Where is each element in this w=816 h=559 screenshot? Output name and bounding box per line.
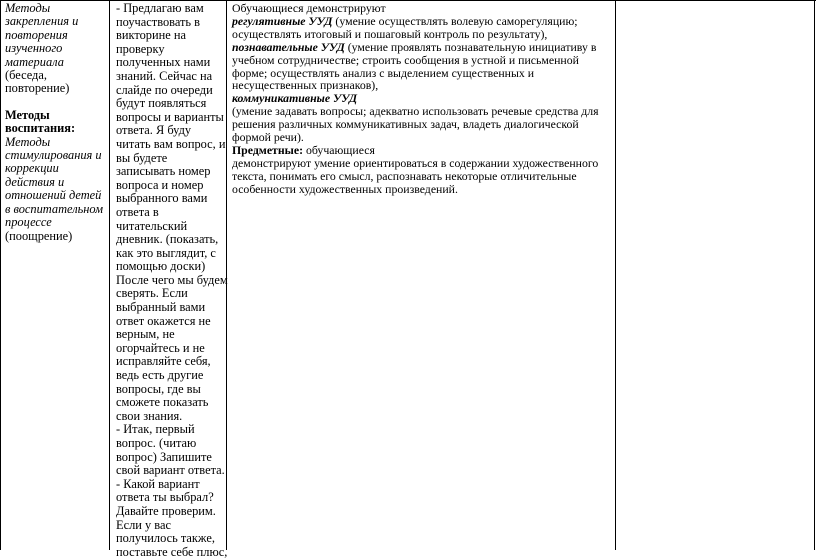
activity-line: будут появляться <box>116 96 207 111</box>
methods-line: изученного <box>5 41 63 56</box>
methods-line: закрепления и <box>5 14 79 29</box>
activity-line: ответа. Я буду <box>116 123 192 138</box>
subject-text: особенности художественных произведений. <box>232 181 458 196</box>
activity-line: полученных нами <box>116 55 211 70</box>
cognitive-line <box>232 41 610 54</box>
table-left-border <box>0 0 1 550</box>
upbringing-heading: воспитания: <box>5 121 76 136</box>
activity-line: вы будете <box>116 150 168 165</box>
communicative-text: решения различных коммуникативных задач, владеть диалогической <box>232 117 579 132</box>
activity-line: поставьте себе плюс, <box>116 544 228 559</box>
communicative-text: формой речи). <box>232 130 304 145</box>
upbringing-line: отношений детей <box>5 188 102 203</box>
activity-line: - Какой вариант <box>116 476 200 491</box>
activity-line: вопросы и варианты <box>116 109 224 124</box>
activity-line: как это выглядит, с <box>116 245 216 260</box>
regulative-line <box>232 15 610 28</box>
activity-line: вопроса и номер <box>116 177 204 192</box>
upbringing-line: стимулирования и <box>5 148 102 163</box>
cognitive-text: (умение проявлять познавательную инициативу в <box>344 39 597 54</box>
activity-line: сверять. Если <box>116 286 188 301</box>
activity-line: выбранный вами <box>116 300 206 315</box>
activity-line: верным, не <box>116 327 175 342</box>
activity-line: читать вам вопрос, и <box>116 136 226 151</box>
activity-line: После чего мы будем <box>116 272 228 287</box>
activity-line: вопрос) Запишите <box>116 449 212 464</box>
communicative-text: (умение задавать вопросы; адекватно использовать речевые средства для <box>232 104 599 119</box>
activity-line: вопрос. (читаю <box>116 436 197 450</box>
teacher-activity-cell <box>116 1 228 559</box>
activity-line: слайде по очереди <box>116 82 213 97</box>
cognitive-label: познавательные УУД <box>232 39 345 54</box>
activity-line: дневник. (показать, <box>116 232 219 247</box>
activity-line: свои знания. <box>116 408 183 423</box>
activity-line: Если у вас <box>116 517 171 532</box>
upbringing-heading: Методы <box>5 107 50 122</box>
subject-text: демонстрируют умение ориентироваться в содержании художественного <box>232 155 599 170</box>
regulative-text: (умение осуществлять волевую саморегуляцию; <box>332 13 578 28</box>
column-divider-3 <box>615 0 616 550</box>
subject-label: Предметные: <box>232 142 304 157</box>
activity-line: - Итак, первый <box>116 422 195 437</box>
subject-text: текста, понимать его смысл, распознавать некоторые отличительные <box>232 168 577 183</box>
activity-line: проверку <box>116 41 165 56</box>
activity-line: знаний. Сейчас на <box>116 68 213 83</box>
activity-line: ответа в <box>116 204 159 219</box>
outcomes-intro: Обучающиеся демонстрируют <box>232 1 386 15</box>
regulative-text: осуществлять итоговый и пошаговый контроль по результату), <box>232 26 548 41</box>
upbringing-line: коррекции <box>5 161 59 176</box>
cognitive-text: несущественных признаков), <box>232 78 379 93</box>
activity-line: сможете показать <box>116 395 209 410</box>
activity-line: читательский <box>116 218 188 233</box>
regulative-label: регулятивные УУД <box>232 13 333 28</box>
upbringing-line: в воспитательном <box>5 201 104 216</box>
subject-line <box>232 144 610 157</box>
activity-line: ответа ты выбрал? <box>116 490 214 505</box>
methods-line: повторения <box>5 27 68 42</box>
activity-line: выбранного вами <box>116 191 208 206</box>
methods-cell <box>5 2 105 243</box>
activity-line: свой вариант ответа. <box>116 463 225 478</box>
methods-note: (беседа, <box>5 68 47 83</box>
activity-line: поучаствовать в <box>116 14 201 29</box>
activity-line: ответ окажется не <box>116 313 211 328</box>
activity-line: исправляйте себя, <box>116 354 211 369</box>
cognitive-text: форме; осуществлять анализ с выделением существенных и <box>232 65 535 80</box>
activity-line: получилось также, <box>116 531 215 546</box>
activity-line: викторине на <box>116 28 186 43</box>
methods-note: повторение) <box>5 81 70 96</box>
activity-line: Давайте проверим. <box>116 503 216 518</box>
table-right-border <box>814 0 815 550</box>
upbringing-note: (поощрение) <box>5 228 73 243</box>
activity-line: - Предлагаю вам <box>116 1 204 15</box>
activity-line: вопросы, где вы <box>116 381 201 396</box>
methods-line: материала <box>5 54 64 69</box>
methods-line: Методы <box>5 1 51 15</box>
upbringing-line: действия и <box>5 174 65 189</box>
column-divider-1 <box>109 0 110 550</box>
activity-line: помощью доски) <box>116 259 206 274</box>
subject-text: обучающиеся <box>303 142 375 157</box>
communicative-label: коммуникативные УУД <box>232 91 358 106</box>
activity-line: ведь есть другие <box>116 368 204 383</box>
activity-line: записывать номер <box>116 164 211 179</box>
upbringing-line: процессе <box>5 215 52 230</box>
activity-line: огорчайтесь и не <box>116 340 205 355</box>
cognitive-text: учебном сотрудничестве; строить сообщения в устной и письменной <box>232 52 579 67</box>
upbringing-line: Методы <box>5 134 51 149</box>
learning-outcomes-cell <box>232 2 610 196</box>
